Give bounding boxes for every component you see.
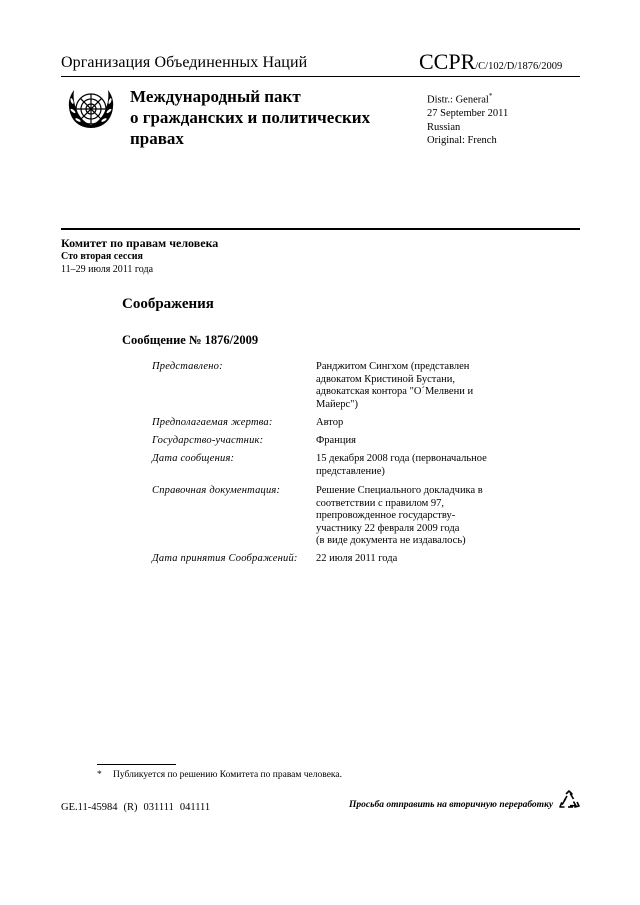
date-code-1: 031111 (143, 802, 174, 813)
distribution-line (427, 90, 508, 107)
title-line-1: Международный пакт (130, 87, 301, 106)
info-label: Дата сообщения: (152, 453, 235, 464)
info-value-line: представление) (316, 465, 385, 477)
info-value-line: Ранджитом Сингхом (представлен (316, 361, 470, 372)
info-value-line: препровожденное государству- (316, 510, 456, 521)
info-value-line: адвокатом Кристиной Бустани, (316, 373, 456, 385)
footnote-rule (97, 764, 176, 765)
doc-code: GE.11-45984 (61, 802, 118, 813)
committee-dates: 11–29 июля 2011 года (61, 264, 154, 275)
document-code (61, 802, 216, 813)
info-value-line: Франция (316, 435, 356, 446)
lang-code: (R) (123, 802, 138, 813)
symbol-suffix: /C/102/D/1876/2009 (475, 61, 563, 72)
title-line-2: о гражданских и политических (130, 108, 371, 127)
title-line-3: правах (130, 129, 184, 148)
info-value-line: Автор (316, 417, 344, 428)
distribution-date: 27 September 2011 (427, 108, 509, 119)
info-value-line: Решение Специального докладчика в (316, 485, 483, 496)
document-symbol (419, 49, 562, 75)
info-label: Государство-участник: (152, 435, 264, 446)
committee-name: Комитет по правам человека (61, 236, 219, 250)
info-label: Предполагаемая жертва: (152, 417, 273, 428)
date-code-2: 041111 (179, 802, 211, 813)
info-label: Представлено: (152, 361, 223, 372)
un-emblem-icon (63, 83, 119, 137)
organization-name: Организация Объединенных Наций (61, 54, 308, 71)
info-value-line: 15 декабря 2008 года (первоначальное (316, 453, 487, 464)
footnote-mark: * (97, 770, 102, 780)
committee-block (61, 237, 218, 276)
distr-footnote-mark: * (488, 92, 493, 100)
info-value (316, 435, 512, 448)
info-value (316, 485, 512, 548)
info-value-line: 22 июля 2011 года (316, 553, 398, 564)
info-value-line: адвокатская контора "О´Мелвени и (316, 386, 474, 397)
header-rule (61, 76, 580, 77)
distribution-language: Russian (427, 121, 461, 133)
info-value-line: соответствии с правилом 97, (316, 497, 445, 509)
views-heading: Соображения (122, 296, 214, 312)
header-thick-rule (61, 228, 580, 230)
communication-heading: Сообщение № 1876/2009 (122, 333, 259, 347)
info-value (316, 553, 512, 566)
distribution-original: Original: French (427, 135, 497, 146)
footnote-text: Публикуется по решению Комитета по правам человека. (113, 770, 342, 780)
committee-session: Сто вторая сессия (61, 251, 143, 262)
info-label: Дата принятия Соображений: (152, 553, 298, 564)
distr-text: Distr.: General (427, 94, 489, 106)
info-value (316, 453, 512, 478)
info-value (316, 361, 512, 411)
symbol-main: CCPR (419, 49, 476, 74)
recycle-icon (558, 790, 580, 812)
info-label: Справочная документация: (152, 485, 281, 496)
info-value-line: (в виде документа не издавалось) (316, 535, 466, 546)
recycle-notice: Просьба отправить на вторичную переработку (349, 800, 554, 810)
covenant-title (130, 86, 370, 149)
info-value-line: Майерс") (316, 398, 358, 410)
footnote (97, 770, 342, 780)
info-value-line: участнику 22 февраля 2009 года (316, 522, 460, 534)
info-value (316, 417, 512, 430)
distribution-block (427, 90, 508, 148)
